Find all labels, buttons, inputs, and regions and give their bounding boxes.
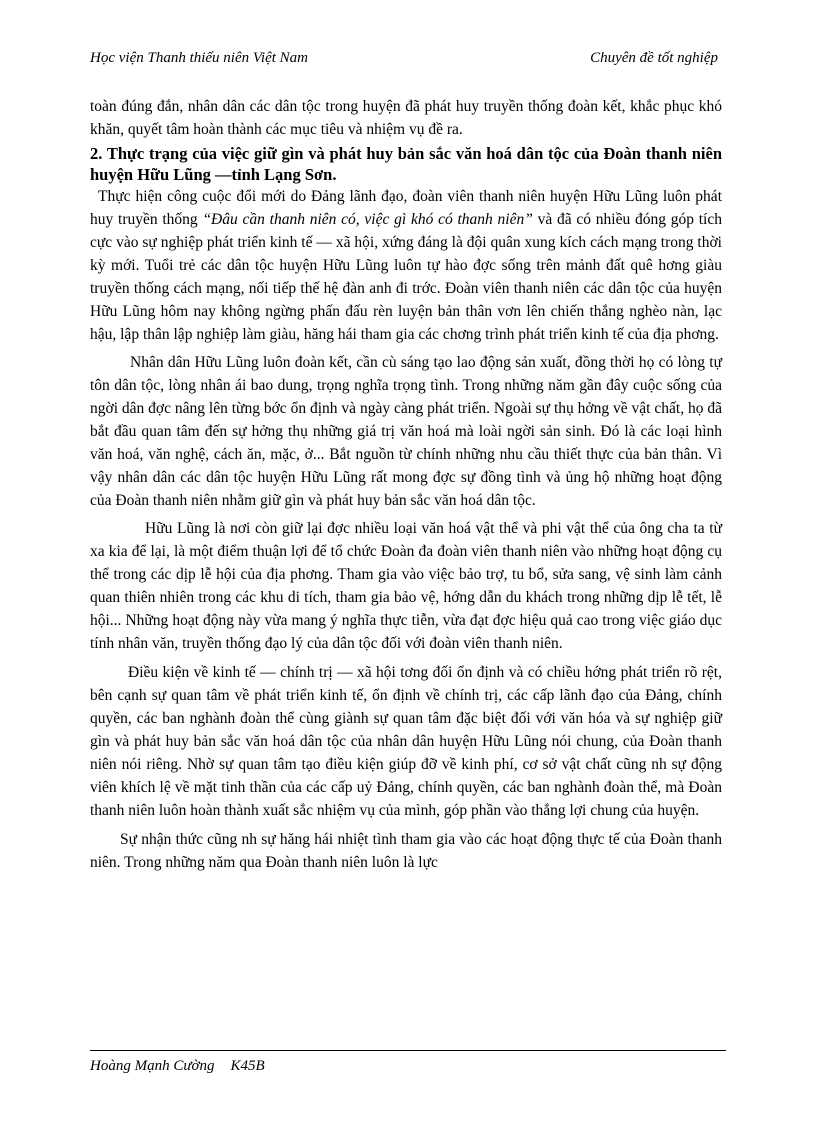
- footer-author: Hoàng Mạnh Cường: [90, 1058, 215, 1074]
- paragraph-1-rest: và đã có nhiều đóng góp tích cực vào sự nghiệp phát triển kinh tế — xã hội, xứng đáng là đội quân xung kích cách mạng trong thời kỳ mới. Tuổi trẻ các dân tộc huyện Hữu Lũng luôn tự hào đợc sống trên mảnh đất quê hơng giàu truyền thống cách mạng, nối tiếp thế hệ đàn anh đi trớc. Đoàn viên thanh niên các dân tộc của huyện Hữu Lũng hôm nay không ngừng phấn đấu rèn luyện bản thân vơn lên chiến thắng nghèo nàn, lạc hậu, lập thân lập nghiệp làm giàu, hăng hái tham gia các chơng trình phát triển kinh tế của địa phơng.: [90, 211, 722, 343]
- page-body: [90, 95, 722, 874]
- paragraph-5: Sự nhận thức cũng nh sự hăng hái nhiệt tình tham gia vào các hoạt động thực tế của Đoàn thanh niên. Trong những năm qua Đoàn thanh niên luôn là lực: [90, 831, 722, 871]
- paragraph-2: Nhân dân Hữu Lũng luôn đoàn kết, cần cù sáng tạo lao động sản xuất, đồng thời họ có lòng tự tôn dân tộc, lòng nhân ái bao dung, trọng nghĩa trọng tình. Trong những năm gần đây cuộc sống của ngời dân đợc nâng lên từng bớc ổn định và ngày càng phát triển. Ngoài sự thụ hởng về vật chất, họ đã bắt đầu quan tâm đến sự hởng thụ những giá trị văn hoá mà loài ngời sản sinh. Đó là các loại hình văn hoá, văn nghệ, cách ăn, mặc, ở... Bắt nguồn từ chính những nhu cầu thiết thực của bản thân. Vì vậy nhân dân các dân tộc huyện Hữu Lũng rất mong đợc sự đồng tình và ủng hộ những hoạt động của Đoàn thanh niên nhằm giữ gìn và phát huy bản sắc văn hoá dân tộc.: [90, 354, 722, 509]
- paragraph-1: [90, 185, 722, 346]
- section-heading: 2. Thực trạng của việc giữ gìn và phát huy bản sắc văn hoá dân tộc của Đoàn thanh niên huyện Hữu Lũng —tỉnh Lạng Sơn.: [90, 144, 722, 184]
- header-doc-type: Chuyên đề tốt nghiệp: [590, 50, 718, 66]
- footer-divider: [90, 1050, 726, 1051]
- footer-class: K45B: [230, 1058, 265, 1074]
- page-footer: [90, 1058, 265, 1075]
- paragraph-continued: toàn đúng đắn, nhân dân các dân tộc trong huyện đã phát huy truyền thống đoàn kết, khắc phục khó khăn, quyết tâm hoàn thành các mục tiêu và nhiệm vụ đề ra.: [90, 98, 722, 138]
- paragraph-3: Hữu Lũng là nơi còn giữ lại đợc nhiều loại văn hoá vật thể và phi vật thể của ông cha ta từ xa kia để lại, là một điểm thuận lợi để tổ chức Đoàn đa đoàn viên thanh niên vào những hoạt động cụ thể trong các dịp lễ hội của địa phơng. Tham gia vào việc bảo trợ, tu bổ, sửa sang, vệ sinh làm cảnh quan thiên nhiên trong các khu di tích, tham gia bảo vệ, hớng dẫn du khách trong những dịp lễ tết, lễ hội... Những hoạt động này vừa mang ý nghĩa thực tiễn, vừa đạt đợc hiệu quả cao trong việc giáo dục tính nhân văn, truyền thống đạo lý của dân tộc đối với đoàn viên thanh niên.: [90, 520, 722, 652]
- paragraph-4: Điều kiện về kinh tế — chính trị — xã hội tơng đối ổn định và có chiều hớng phát triển rõ rệt, bên cạnh sự quan tâm về phát triển kinh tế, ổn định về chính trị, các cấp lãnh đạo của Đảng, chính quyền, các ban nghành đoàn thể cùng giành sự quan tâm đặc biệt đối với văn hóa và sự nghiệp giữ gìn và phát huy bản sắc văn hoá dân tộc của nhân dân huyện Hữu Lũng nói chung, của Đoàn thanh niên nói riêng. Nhờ sự quan tâm tạo điều kiện giúp đỡ về kinh phí, cơ sở vật chất cũng nh sự động viên khích lệ về mặt tinh thần của các cấp uỷ Đảng, chính quyền, các ban nghành đoàn thể, mà Đoàn thanh niên luôn hoàn thành xuất sắc nhiệm vụ của mình, góp phần vào thắng lợi chung của huyện.: [90, 664, 722, 819]
- slogan-quote: “Đâu cần thanh niên có, việc gì khó có thanh niên”: [202, 211, 533, 228]
- paragraph-1-start: Thực hiện công cuộc đổi mới do Đảng lãnh đạo, đoàn viên thanh niên huyện Hữu Lũng luôn phát huy truyền thống: [90, 188, 722, 228]
- header-institution: Học viện Thanh thiếu niên Việt Nam: [90, 50, 309, 66]
